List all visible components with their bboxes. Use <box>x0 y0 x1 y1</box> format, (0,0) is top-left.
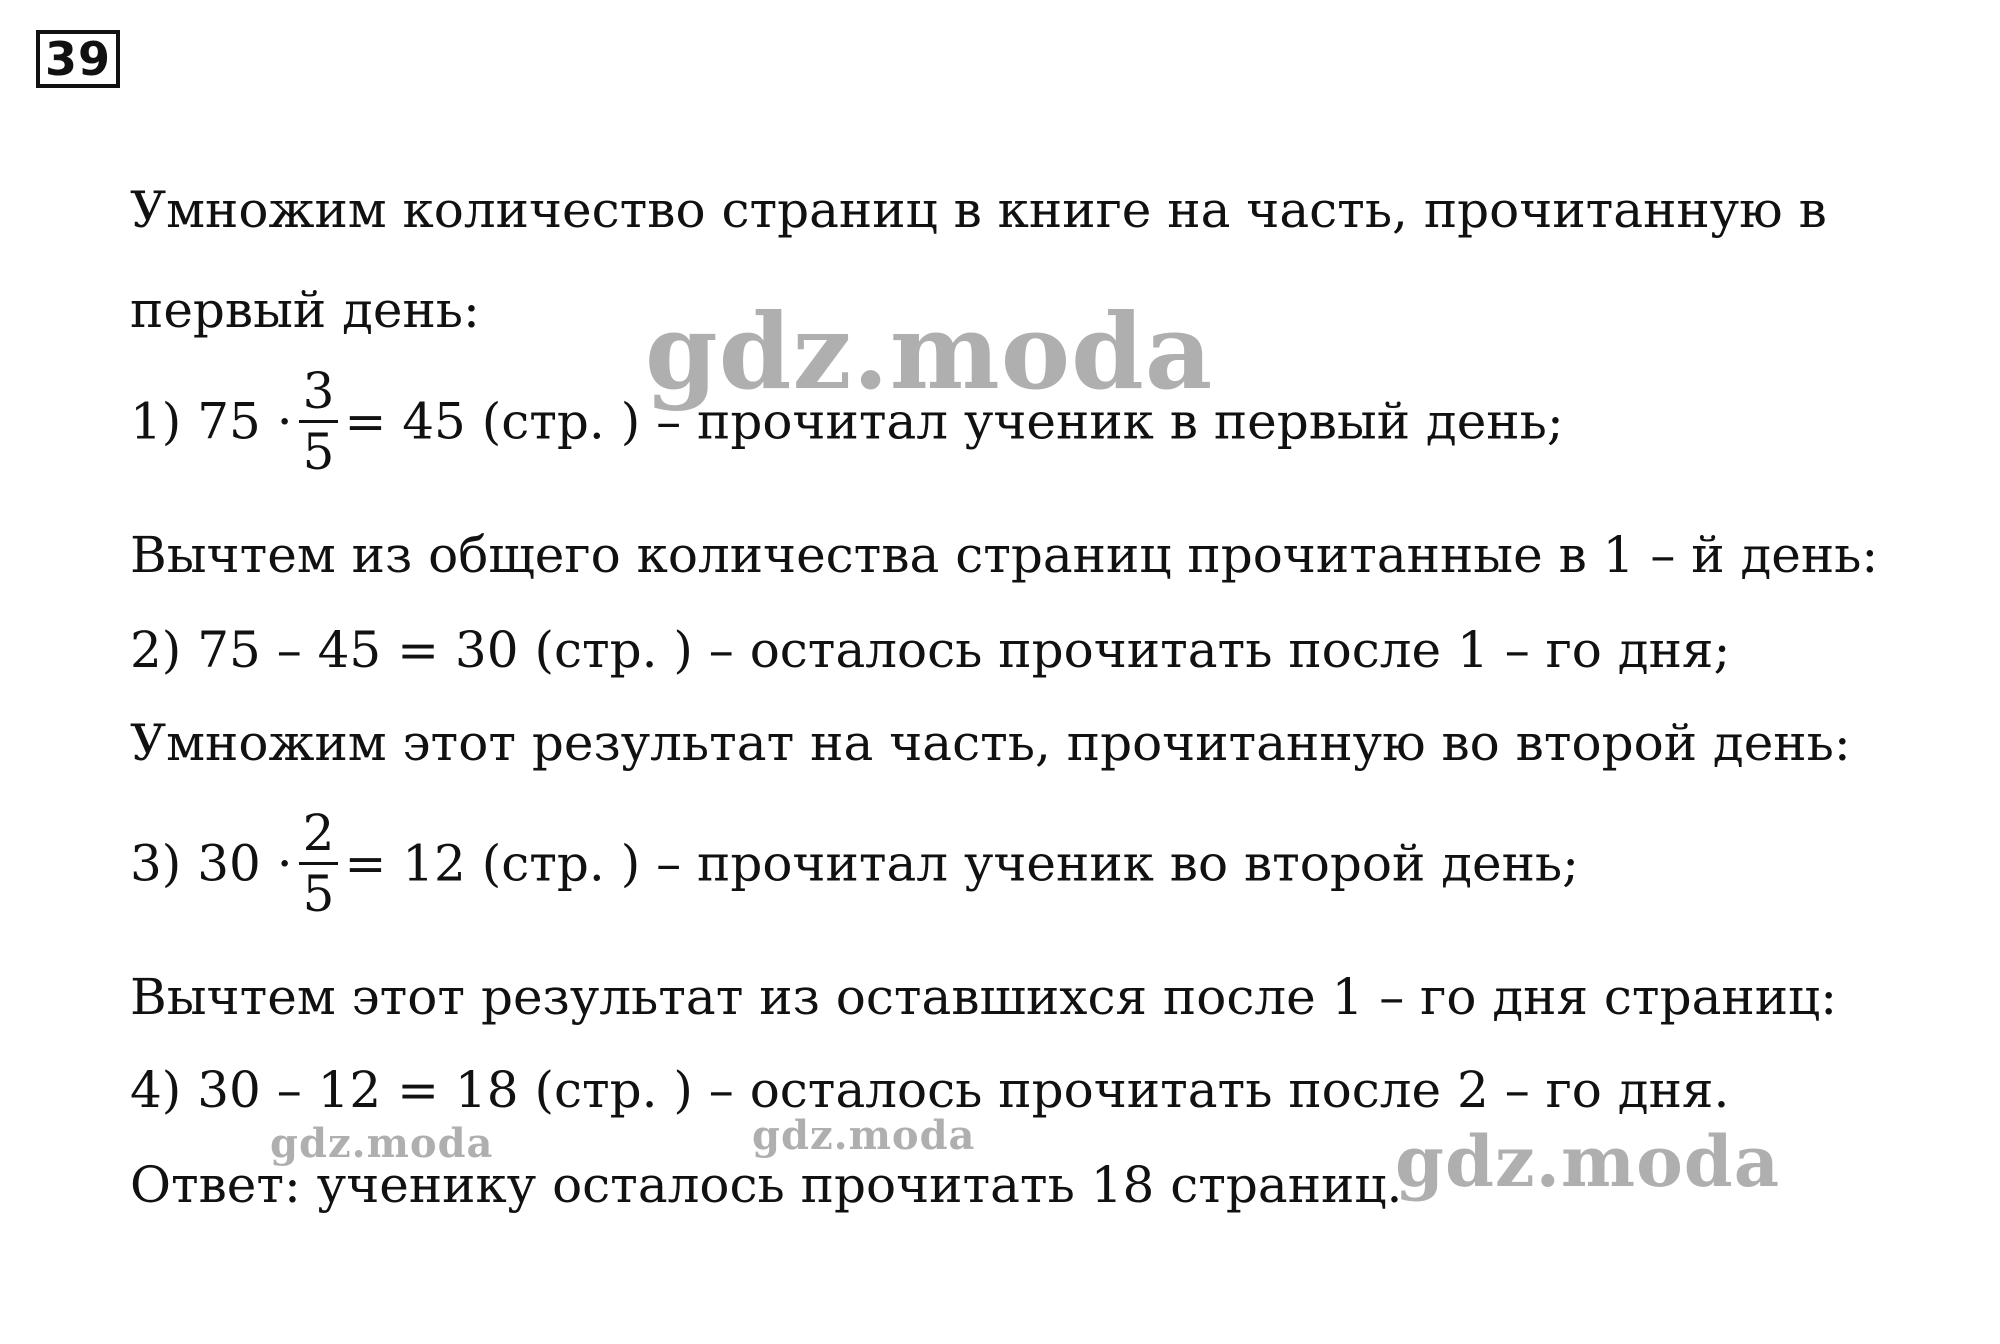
step-2: 2) 75 – 45 = 30 (стр. ) – осталось прочитать после 1 – го дня; <box>130 621 1731 679</box>
fraction-denominator: 5 <box>302 865 335 923</box>
intro-line-2: первый день: <box>130 281 480 339</box>
step-3 <box>130 804 1579 923</box>
text-line-2: Вычтем из общего количества страниц прочитанные в 1 – й день: <box>130 526 1879 584</box>
fraction-3-5 <box>299 362 339 481</box>
intro-line-1: Умножим количество страниц в книге на часть, прочитанную в <box>130 181 1827 239</box>
task-number-badge: 39 <box>36 30 120 88</box>
step-1-prefix: 1) 75 · <box>130 392 293 451</box>
step-1-suffix: = 45 (стр. ) – прочитал ученик в первый день; <box>344 392 1564 451</box>
fraction-numerator: 3 <box>299 366 339 423</box>
step-1 <box>130 362 1564 481</box>
fraction-denominator: 5 <box>302 423 335 481</box>
watermark-small-center: gdz.moda <box>752 1112 976 1159</box>
step-4: 4) 30 – 12 = 18 (стр. ) – осталось прочитать после 2 – го дня. <box>130 1061 1730 1119</box>
watermark-small-left: gdz.moda <box>270 1120 494 1167</box>
text-line-3: Умножим этот результат на часть, прочитанную во второй день: <box>130 714 1851 772</box>
watermark-large-top: gdz.moda <box>645 290 1214 413</box>
fraction-numerator: 2 <box>299 808 339 865</box>
text-line-4: Вычтем этот результат из оставшихся после 1 – го дня страниц: <box>130 968 1838 1026</box>
fraction-2-5 <box>299 804 339 923</box>
step-3-prefix: 3) 30 · <box>130 834 293 893</box>
watermark-large-bottom: gdz.moda <box>1395 1120 1781 1203</box>
answer-line: Ответ: ученику осталось прочитать 18 страниц. <box>130 1156 1403 1214</box>
step-3-suffix: = 12 (стр. ) – прочитал ученик во второй день; <box>344 834 1579 893</box>
